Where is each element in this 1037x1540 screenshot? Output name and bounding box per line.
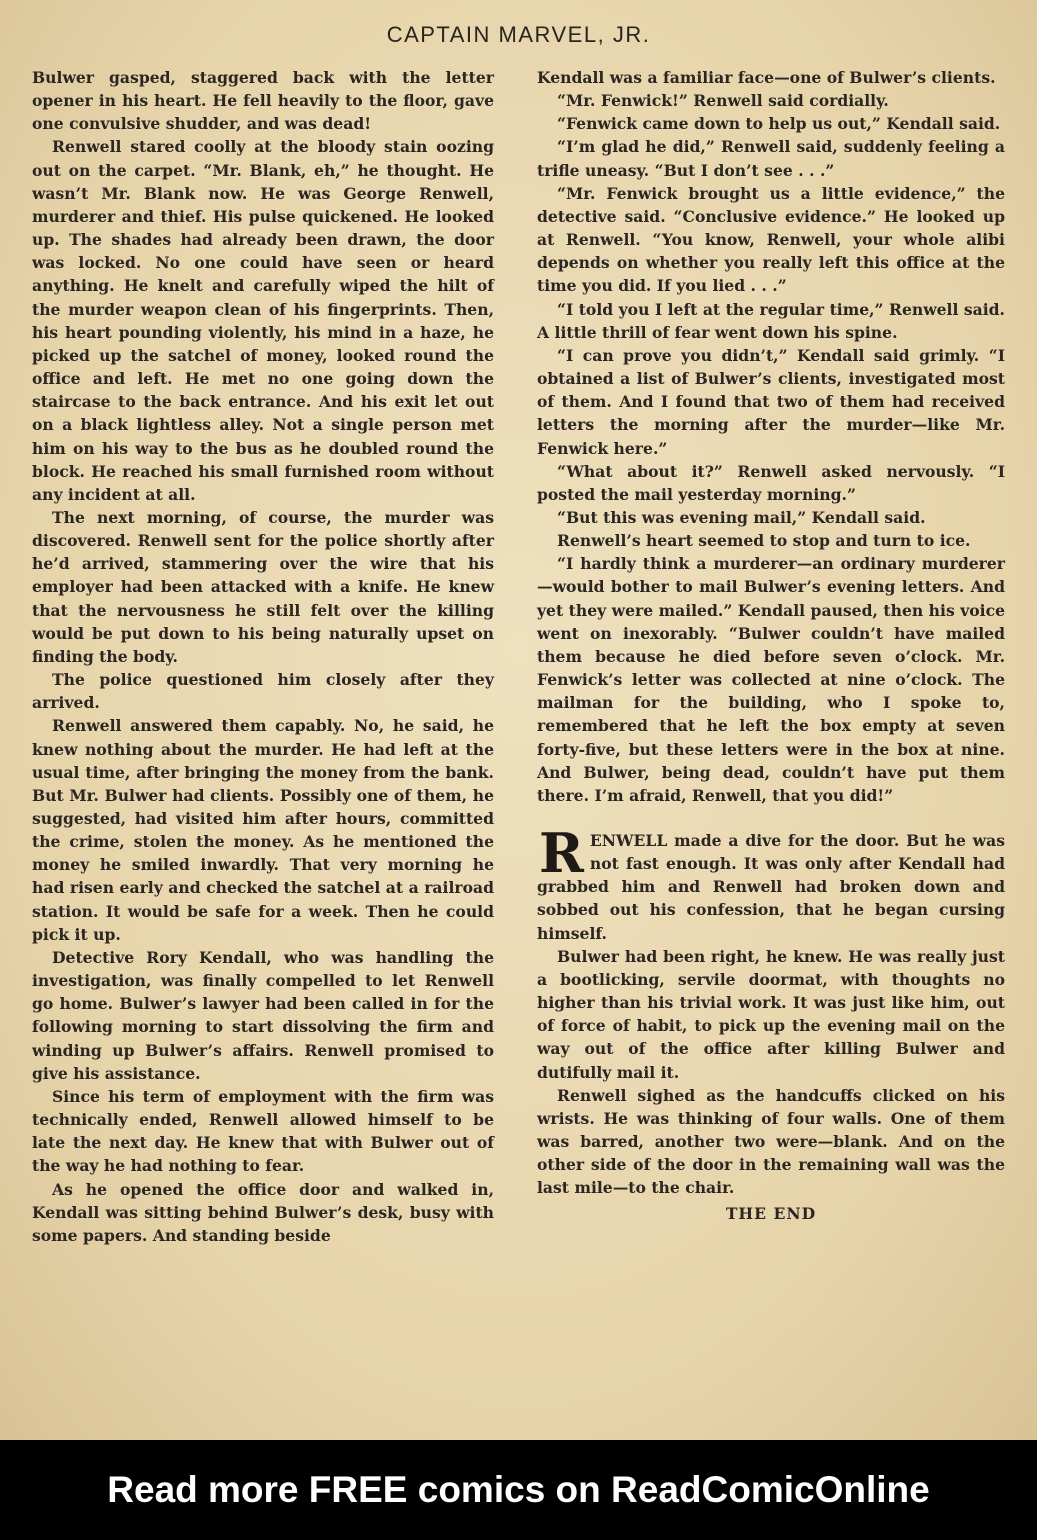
paragraph: The next morning, of course, the murder was discovered. Renwell sent for the police shortly after he’d arrived, stammering over the wire that his employer had been attacked with a knife. He knew that the nervousness he still felt over the killing would be put down to his being naturally upset on finding the body. — [32, 507, 494, 666]
paragraph: Renwell sighed as the handcuffs clicked on his wrists. He was thinking of four walls. One of them was barred, another two were—blank. And on the other side of the door in the remaining wall was the last mile—to the chair. — [537, 1085, 1005, 1198]
the-end-label: THE END — [725, 1203, 817, 1223]
paragraph: “I can prove you didn’t,” Kendall said grimly. “I obtained a list of Bulwer’s clients, investigated most of them. And I found that two of them had received letters the morning after the murder—like Mr. Fenwick here.” — [537, 345, 1005, 458]
paragraph: “Mr. Fenwick brought us a little evidence,” the detective said. “Conclusive evidence.” He looked up at Renwell. “You know, Renwell, your whole alibi depends on whether you really left this office at the time you did. If you lied . . .” — [537, 183, 1005, 296]
paragraph: “I’m glad he did,” Renwell said, suddenly feeling a trifle uneasy. “But I don’t see . . .” — [537, 137, 1005, 180]
promo-banner: Read more FREE comics on ReadComicOnline — [0, 1440, 1037, 1540]
paragraph: Kendall was a familiar face—one of Bulwer’s clients. — [537, 68, 996, 87]
left-text-column — [32, 66, 494, 1247]
paragraph: “But this was evening mail,” Kendall said. — [557, 507, 926, 527]
paragraph: Renwell’s heart seemed to stop and turn to ice. — [557, 531, 971, 551]
paragraph: “Fenwick came down to help us out,” Kendall said. — [557, 114, 1001, 134]
paragraph: “Mr. Fenwick!” Renwell said cordially. — [557, 91, 889, 111]
paragraph: Bulwer gasped, staggered back with the letter opener in his heart. He fell heavily to the floor, gave one convulsive shudder, and was dead! — [32, 68, 494, 134]
drop-cap-letter: R — [539, 821, 584, 885]
paragraph: As he opened the office door and walked in, Kendall was sitting behind Bulwer’s desk, busy with some papers. And standing beside — [32, 1179, 494, 1245]
paragraph: Bulwer had been right, he knew. He was really just a bootlicking, servile doormat, with thoughts no higher than his trivial work. It was just like him, out of force of habit, to pick up the evening mail on the way out of the office after killing Bulwer and dutifully mail it. — [537, 946, 1005, 1082]
dropcap-paragraph — [537, 821, 1005, 945]
paragraph: “What about it?” Renwell asked nervously. “I posted the mail yesterday morning.” — [537, 461, 1005, 504]
page-header-title: CAPTAIN MARVEL, JR. — [386, 22, 651, 47]
paragraph: “I hardly think a murderer—an ordinary murderer—would bother to mail Bulwer’s evening letters. And yet they were mailed.” Kendall paused, then his voice went on inexorably. “Bulwer couldn’t have mailed them because he died before seven o’clock. Mr. Fenwick’s letter was collected at nine o’clock. The mailman for the building, who I spoke to, remembered that he left the box empty at seven forty-five, but these letters were in the box at nine. And Bulwer, being dead, couldn’t have put them there. I’m afraid, Renwell, that you did!” — [537, 554, 1005, 805]
dropcap-paragraph-text: ENWELL made a dive for the door. But he was not fast enough. It was only after Kendall had grabbed him and Renwell had broken down and sobbed out his confession, that he began cursing himself. — [537, 831, 1005, 943]
paragraph: The police questioned him closely after they arrived. — [32, 670, 494, 713]
paragraph: Renwell stared coolly at the bloody stain oozing out on the carpet. “Mr. Blank, eh,” he thought. He wasn’t Mr. Blank now. He was George Renwell, murderer and thief. His pulse quickened. He looked up. The shades had already been drawn, the door was locked. No one could have seen or heard anything. He knelt and carefully wiped the hilt of the murder weapon clean of his fingerprints. Then, his heart pounding violently, his mind in a haze, he picked up the satchel of money, looked round the office and left. He met no one going down the staircase to the back entrance. And his exit let out on a black lightless alley. Not a single person met him on his way to the bus as he doubled round the block. He reached his small furnished room without any incident at all. — [32, 137, 494, 504]
right-text-column — [537, 66, 1005, 1225]
paragraph: Renwell answered them capably. No, he said, he knew nothing about the murder. He had left at the usual time, after bringing the money from the bank. But Mr. Bulwer had clients. Possibly one of them, he suggested, had visited him after hours, committed the crime, stolen the money. As he mentioned the money he smiled inwardly. That very morning he had risen early and checked the satchel at a railroad station. It would be safe for a week. Then he could pick it up. — [32, 716, 494, 944]
paragraph: Since his term of employment with the firm was technically ended, Renwell allowed himself to be late the next day. He knew that with Bulwer out of the way he had nothing to fear. — [32, 1086, 494, 1176]
paragraph: “I told you I left at the regular time,” Renwell said. A little thrill of fear went down his spine. — [537, 299, 1005, 342]
paragraph: Detective Rory Kendall, who was handling the investigation, was finally compelled to let Renwell go home. Bulwer’s lawyer had been called in for the following morning to start dissolving the firm and winding up Bulwer’s affairs. Renwell promised to give his assistance. — [32, 947, 494, 1083]
